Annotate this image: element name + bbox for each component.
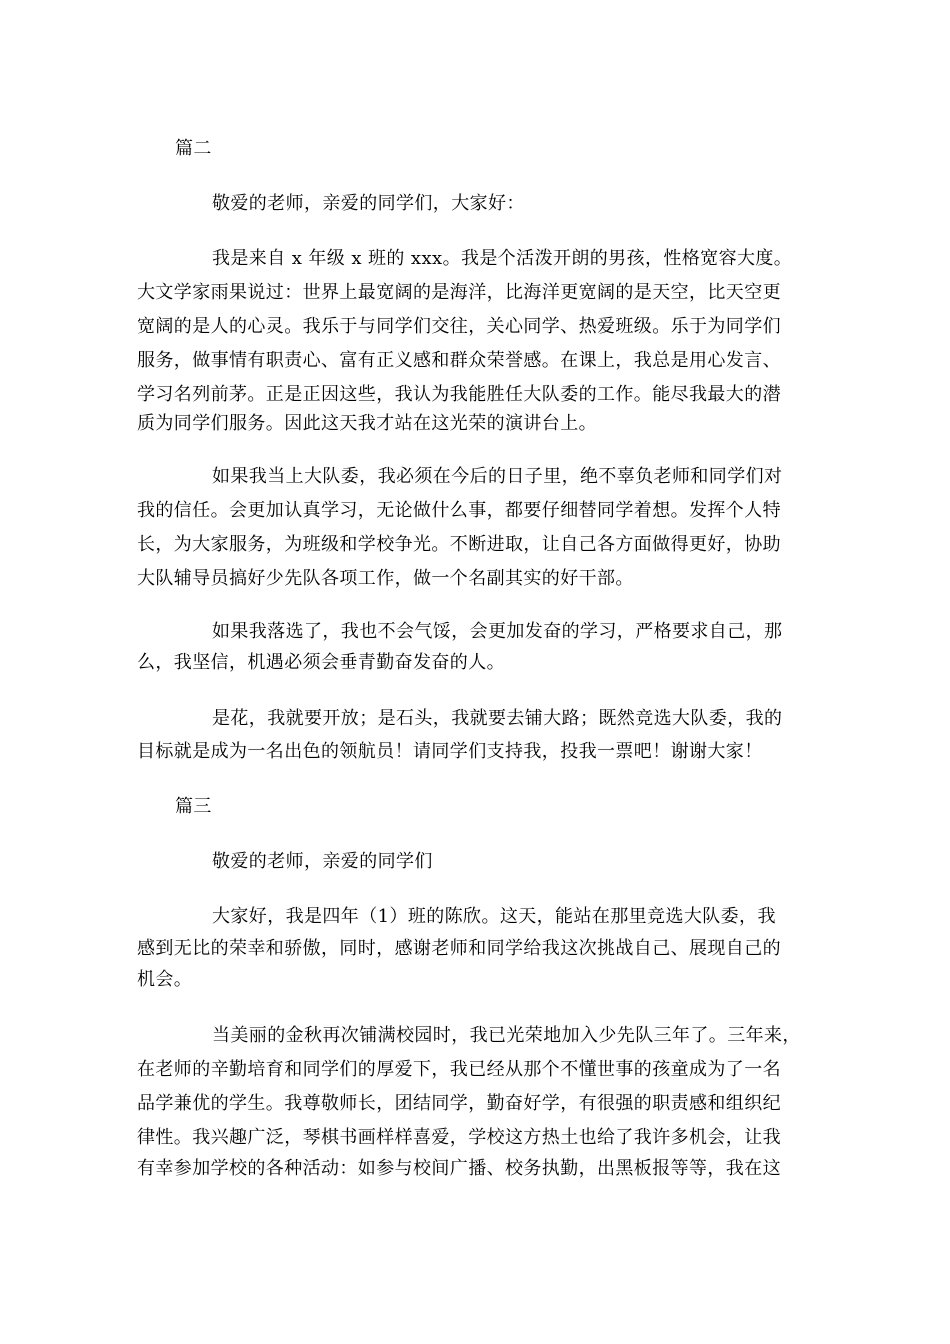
paragraph-line: 有幸参加学校的各种活动：如参与校间广播、校务执勤，出黑板报等等，我在这 bbox=[137, 1158, 781, 1179]
paragraph-line: 宽阔的是人的心灵。我乐于与同学们交往，关心同学、热爱班级。乐于为同学们 bbox=[137, 316, 781, 337]
paragraph-line: 我是来自 x 年级 x 班的 xxx。我是个活泼开朗的男孩，性格宽容大度。 bbox=[212, 248, 793, 269]
paragraph-line: 是花，我就要开放；是石头，我就要去铺大路；既然竞选大队委，我的 bbox=[212, 708, 783, 729]
greeting: 敬爱的老师，亲爱的同学们 bbox=[212, 851, 433, 872]
section-heading: 篇三 bbox=[175, 796, 212, 817]
paragraph-line: 如果我当上大队委，我必须在今后的日子里，绝不辜负老师和同学们对 bbox=[212, 466, 783, 487]
paragraph-line: 么，我坚信，机遇必须会垂青勤奋发奋的人。 bbox=[137, 652, 505, 673]
paragraph-line: 感到无比的荣幸和骄傲，同时，感谢老师和同学给我这次挑战自己、展现自己的 bbox=[137, 938, 781, 959]
paragraph-line: 学习名列前茅。正是正因这些，我认为我能胜任大队委的工作。能尽我最大的潜 bbox=[137, 384, 781, 405]
paragraph-line: 品学兼优的学生。我尊敬师长，团结同学，勤奋好学，有很强的职责感和组织纪 bbox=[137, 1093, 781, 1114]
paragraph-line: 大文学家雨果说过：世界上最宽阔的是海洋，比海洋更宽阔的是天空，比天空更 bbox=[137, 282, 781, 303]
paragraph-line: 律性。我兴趣广泛，琴棋书画样样喜爱，学校这方热土也给了我许多机会，让我 bbox=[137, 1127, 781, 1148]
paragraph-line: 目标就是成为一名出色的领航员！请同学们支持我，投我一票吧！谢谢大家！ bbox=[137, 741, 763, 762]
paragraph-line: 我的信任。会更加认真学习，无论做什么事，都要仔细替同学着想。发挥个人特 bbox=[137, 500, 781, 521]
paragraph-line: 如果我落选了，我也不会气馁，会更加发奋的学习，严格要求自己，那 bbox=[212, 621, 783, 642]
paragraph-line: 质为同学们服务。因此这天我才站在这光荣的演讲台上。 bbox=[137, 413, 597, 434]
paragraph-line: 长，为大家服务，为班级和学校争光。不断进取，让自己各方面做得更好，协助 bbox=[137, 534, 781, 555]
paragraph-line: 大家好，我是四年（1）班的陈欣。这天，能站在那里竞选大队委，我 bbox=[212, 906, 776, 927]
greeting: 敬爱的老师，亲爱的同学们，大家好： bbox=[212, 193, 525, 214]
paragraph-line: 机会。 bbox=[137, 969, 193, 990]
section-heading: 篇二 bbox=[175, 138, 212, 159]
paragraph-line: 当美丽的金秋再次铺满校园时，我已光荣地加入少先队三年了。三年来， bbox=[212, 1025, 801, 1046]
paragraph-line: 服务，做事情有职责心、富有正义感和群众荣誉感。在课上，我总是用心发言、 bbox=[137, 350, 781, 371]
paragraph-line: 大队辅导员搞好少先队各项工作，做一个名副其实的好干部。 bbox=[137, 568, 634, 589]
paragraph-line: 在老师的辛勤培育和同学们的厚爱下，我已经从那个不懂世事的孩童成为了一名 bbox=[137, 1059, 781, 1080]
